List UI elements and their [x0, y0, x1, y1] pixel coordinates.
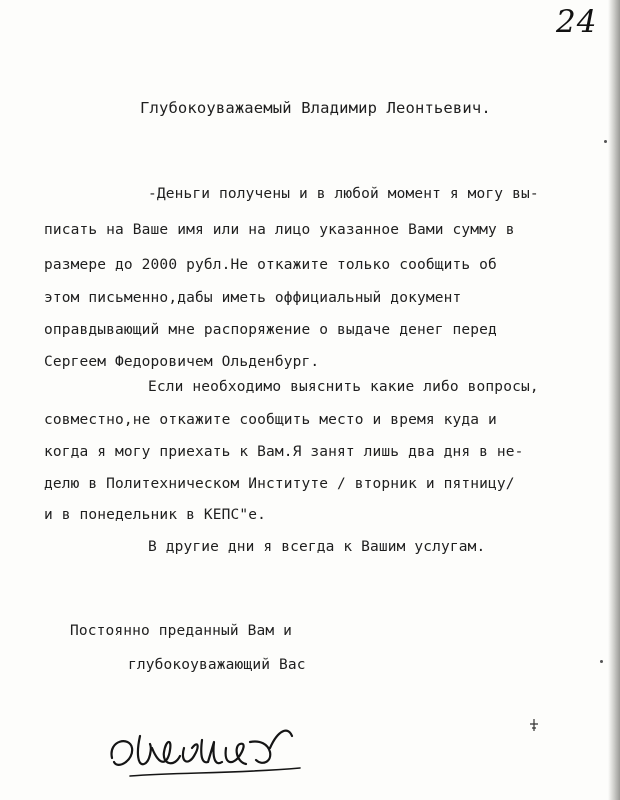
paragraph-line: делю в Политехническом Институте / вторник и пятницу/ [44, 476, 515, 492]
paragraph-line: и в понедельник в КЕПС"е. [44, 507, 266, 523]
paragraph-line: Если необходимо выяснить какие либо вопросы, [148, 379, 539, 395]
paragraph-line: -Деньги получены и в любой момент я могу вы- [148, 186, 539, 202]
closing-line: глубокоуважающий Вас [128, 657, 306, 673]
paragraph-line: писать на Ваше имя или на лицо указанное Вами сумму в [44, 222, 515, 238]
scan-speck [604, 140, 607, 143]
page-number: 24 [556, 4, 598, 40]
paragraph-line: этом письменно,дабы иметь оффициальный документ [44, 290, 462, 306]
scan-edge-shadow [608, 0, 620, 800]
paragraph-line: оправдывающий мне распоряжение о выдаче денег перед [44, 322, 497, 338]
closing-line: Постоянно преданный Вам и [70, 623, 292, 639]
paragraph-line: В другие дни я всегда к Вашим услугам. [148, 539, 486, 555]
paragraph-line: Сергеем Федоровичем Ольденбург. [44, 354, 320, 370]
handwritten-signature [100, 718, 320, 788]
paragraph-line: совместно,не откажите сообщить место и время куда и [44, 412, 497, 428]
salutation: Глубокоуважаемый Владимир Леонтьевич. [140, 99, 491, 117]
paragraph-line: размере до 2000 рубл.Не откажите только сообщить об [44, 257, 497, 273]
paragraph-line: когда я могу приехать к Вам.Я занят лишь два дня в не- [44, 444, 524, 460]
ink-mark [528, 718, 540, 732]
scan-speck [600, 660, 603, 663]
